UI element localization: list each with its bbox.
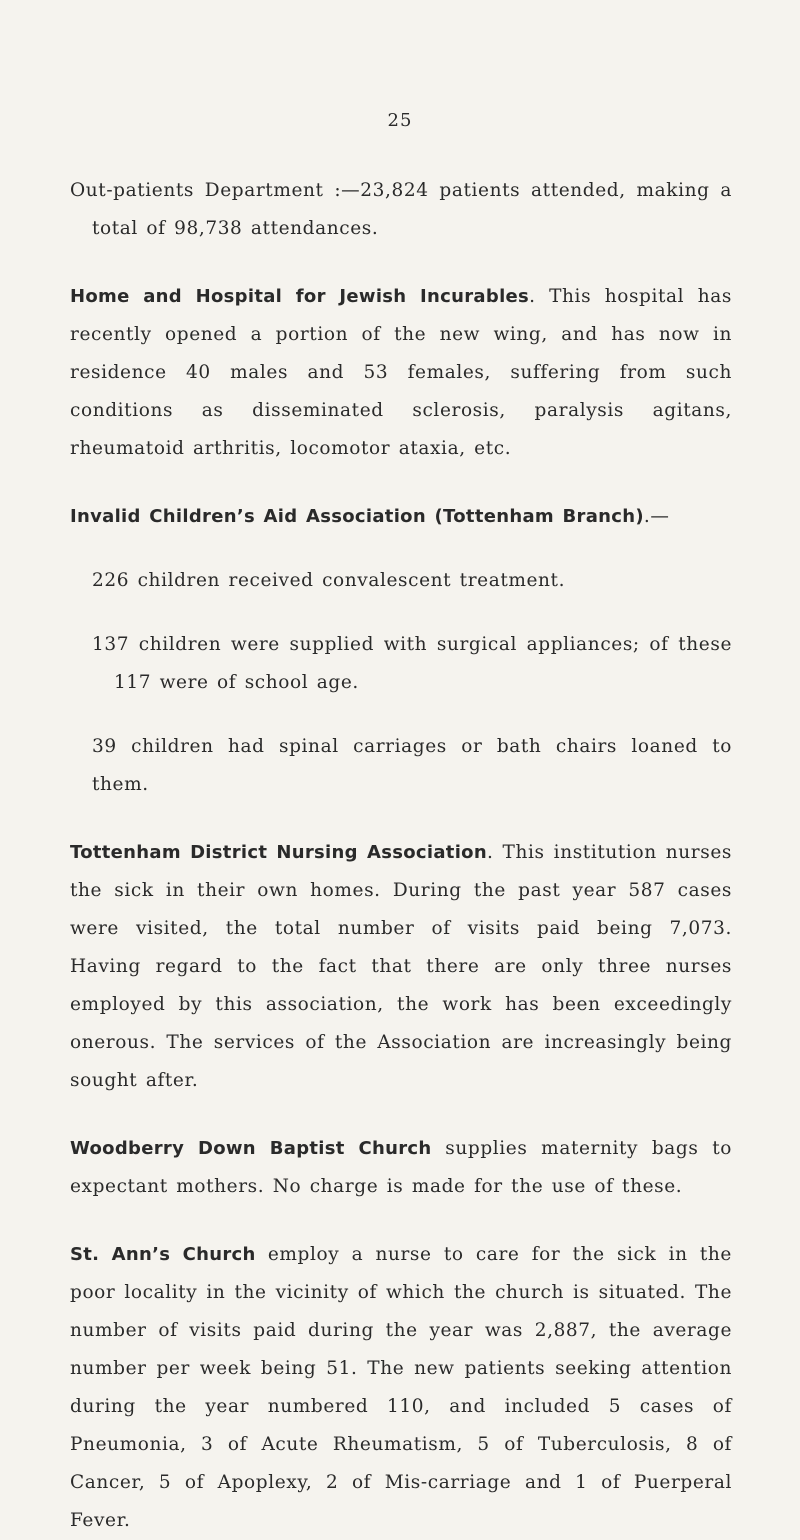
page-number: 25 [387,110,413,131]
woodberry-paragraph [70,1130,732,1206]
st-anns-text: employ a nurse to care for the sick in the poor locality in the vicinity of which the church is situated. The number of visits paid during the year was 2,887, the average number per week being 51. The new patients seeking attention during the year numbered 110, and included 5 cases of Pneumonia, 3 of Acute Rheumatism, 5 of Tuberculosis, 8 of Cancer, 5 of Apoplexy, 2 of Mis-carriage and 1 of Puerperal Fever. [70,1244,732,1531]
st-anns-paragraph [70,1236,732,1540]
st-anns-heading: St. Ann’s Church [70,1244,256,1265]
tottenham-nursing-paragraph [70,834,732,1100]
invalid-children-heading-suffix: .— [643,506,670,527]
invalid-children-item: 137 children were supplied with surgical appliances; of these 117 were of school age. [92,634,732,693]
outpatients-paragraph: Out-patients Department :—23,824 patients attended, making a total of 98,738 attendances. [70,180,732,239]
woodberry-heading: Woodberry Down Baptist Church [70,1138,432,1159]
tottenham-nursing-text: . This institution nurses the sick in their own homes. During the past year 587 cases were visited, the total number of visits paid being 7,073. Having regard to the fact that there are only three nurses employed by this association, the work has been exceedingly onerous. The services of the Association are increasingly being sought after. [70,842,732,1091]
jewish-incurables-heading: Home and Hospital for Jewish Incurables [70,286,530,307]
woodberry-text: supplies maternity bags to expectant mothers. No charge is made for the use of these. [70,1138,732,1197]
tottenham-nursing-heading: Tottenham District Nursing Association [70,842,487,863]
jewish-incurables-text: . This hospital has recently opened a portion of the new wing, and has now in residence 40 males and 53 females, suffering from such conditions as disseminated sclerosis, paralysis agitans, rheumatoid arthritis, locomotor ataxia, etc. [70,286,732,459]
jewish-incurables-paragraph [70,278,732,468]
invalid-children-item: 39 children had spinal carriages or bath chairs loaned to them. [92,736,732,795]
document-body [70,172,732,1540]
invalid-children-item: 226 children received convalescent treatment. [92,570,566,591]
invalid-children-heading-line [70,498,732,536]
invalid-children-heading: Invalid Children’s Aid Association (Tottenham Branch) [70,506,644,527]
